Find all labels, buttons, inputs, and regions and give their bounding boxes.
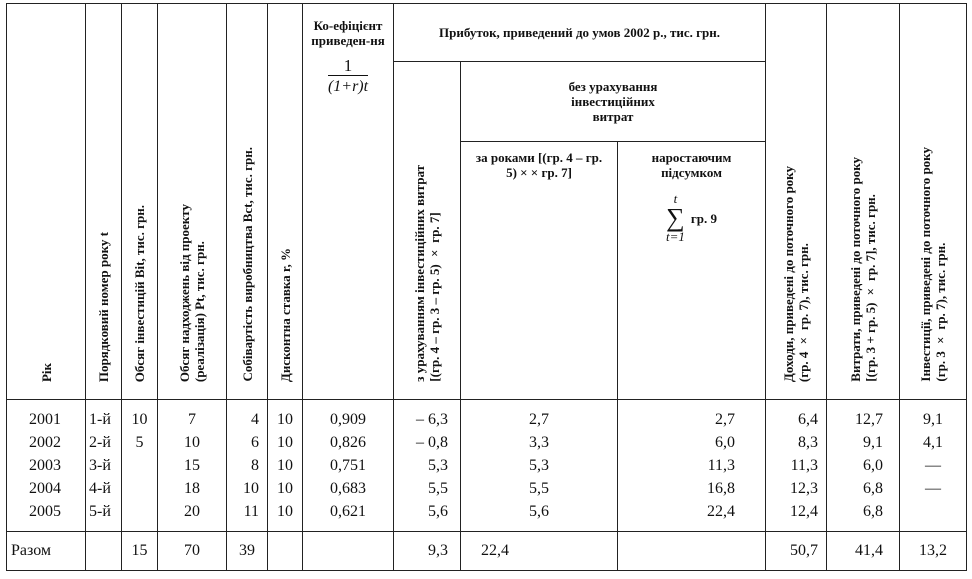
header-expenses: [827, 4, 900, 400]
header-expenses-line2: [(гр. 3 + гр. 5) × гр. 7], тис. грн.: [863, 194, 879, 382]
total-investment: 15: [122, 532, 158, 571]
investment-table-wrapper: [6, 3, 966, 575]
header-year-label: Рік: [38, 362, 54, 382]
cell-ordinal: 3-й: [89, 457, 111, 474]
cell-revenue: 20: [184, 503, 200, 520]
cell-investments-reduced: [900, 500, 966, 523]
total-cumulative: [618, 532, 766, 571]
header-ordinal-label: Порядковий номер року t: [96, 231, 111, 382]
cell-expenses: 6,8: [863, 480, 884, 497]
header-cumulative-label: наростаючим підсумком: [651, 150, 732, 180]
cell-revenue: 15: [184, 457, 200, 474]
cell-cumulative: 6,0: [715, 434, 736, 451]
cell-coefficient: 0,909: [330, 411, 366, 428]
cell-investment: 5: [135, 434, 144, 451]
col-coefficient: [303, 400, 394, 532]
sum-upper-limit: t: [673, 191, 678, 206]
cell-by-years: 5,5: [529, 480, 549, 497]
header-income-line1: Доходи, приведені до поточного року: [781, 165, 797, 382]
cell-discount: 10: [277, 503, 293, 520]
header-revenue: [158, 4, 227, 400]
col-discount: [268, 400, 303, 532]
cell-year: 2005: [29, 503, 61, 520]
formula-denominator: (1+r)t: [327, 78, 369, 95]
header-investment: [122, 4, 158, 400]
header-coefficient: [303, 4, 394, 400]
cell-by-years: 5,3: [529, 457, 549, 474]
cell-income: 12,4: [790, 503, 819, 520]
coefficient-formula: [328, 58, 368, 94]
col-by-years: [461, 400, 618, 532]
header-expenses-label: [848, 157, 878, 382]
cell-cumulative: 2,7: [715, 411, 736, 428]
header-cost: [227, 4, 268, 400]
total-coefficient: [303, 532, 394, 571]
total-discount: [268, 532, 303, 571]
total-expenses: 41,4: [827, 532, 900, 571]
header-discount: [268, 4, 303, 400]
cell-cost: 10: [243, 480, 259, 497]
cell-ordinal: 4-й: [89, 480, 111, 497]
cell-by-years: 2,7: [529, 411, 549, 428]
header-revenue-line1: Обсяг надходжень від проекту: [177, 203, 192, 382]
header-coefficient-label: Ко-ефіцієнт приведен-ня: [311, 18, 385, 48]
cell-with-invest: 5,3: [428, 457, 448, 474]
cell-cumulative: 11,3: [707, 457, 736, 474]
cell-ordinal: 2-й: [89, 434, 111, 451]
cell-investment: [122, 454, 157, 477]
col-year: [7, 400, 86, 532]
total-investments-reduced: 13,2: [900, 532, 967, 571]
cell-cost: 8: [251, 457, 259, 474]
col-expenses: [827, 400, 900, 532]
cell-cumulative: 16,8: [707, 480, 736, 497]
cell-cost: 11: [243, 503, 259, 520]
total-revenue: 70: [158, 532, 227, 571]
col-investments-reduced: [900, 400, 967, 532]
cell-cumulative: 22,4: [707, 503, 736, 520]
cell-expenses: 6,0: [863, 457, 884, 474]
header-cost-label: Собівартість виробництва Bct, тис. грн.: [239, 147, 255, 382]
cell-coefficient: 0,683: [330, 480, 366, 497]
cell-coefficient: 0,826: [330, 434, 366, 451]
col-with-invest: [394, 400, 461, 532]
header-by-years: за роками [(гр. 4 – гр. 5) × × гр. 7]: [461, 142, 618, 400]
total-label: Разом: [7, 532, 86, 571]
col-cumulative: [618, 400, 766, 532]
col-cost: [227, 400, 268, 532]
header-revenue-label: [177, 204, 207, 382]
total-income: 50,7: [766, 532, 827, 571]
header-income: [766, 4, 827, 400]
col-revenue: [158, 400, 227, 532]
total-cost: 39: [227, 532, 268, 571]
cell-with-invest: 5,5: [428, 480, 448, 497]
total-with-invest: 9,3: [394, 532, 461, 571]
cell-year: 2001: [29, 411, 61, 428]
cell-with-invest: 5,6: [428, 503, 448, 520]
header-income-line2: (гр. 4 × гр. 7), тис. грн.: [796, 243, 812, 382]
header-investment-label: Обсяг інвестицій Bit, тис. грн.: [132, 204, 147, 382]
header-with-invest-line2: [(гр. 4 – гр. 3 – гр. 5) × гр. 7]: [427, 212, 442, 382]
cell-income: 6,4: [798, 411, 819, 428]
cell-discount: 10: [277, 480, 293, 497]
header-investments-reduced: [900, 4, 967, 400]
col-investment: [122, 400, 158, 532]
cell-with-invest: – 0,8: [416, 434, 448, 451]
col-income: [766, 400, 827, 532]
header-invest-line1: Інвестиції, приведені до поточного року: [918, 147, 934, 382]
cell-revenue: 7: [188, 411, 196, 428]
cell-with-invest: – 6,3: [416, 411, 448, 428]
cell-cost: 6: [251, 434, 259, 451]
header-with-invest-label: [412, 165, 442, 382]
header-profit-group: Прибуток, приведений до умов 2002 р., тис. грн.: [394, 4, 766, 62]
cell-discount: 10: [277, 434, 293, 451]
total-by-years: 22,4: [461, 532, 618, 571]
sum-lower-limit: t=1: [665, 229, 685, 244]
header-without-invest: без урахування інвестиційних витрат: [461, 62, 766, 142]
cell-coefficient: 0,621: [330, 503, 366, 520]
cell-by-years: 5,6: [529, 503, 549, 520]
cell-investment: [122, 500, 157, 523]
cell-investments-reduced: —: [925, 480, 942, 497]
cell-year: 2002: [29, 434, 61, 451]
cell-ordinal: 1-й: [89, 411, 111, 428]
header-discount-label: Дисконтна ставка r, %: [277, 247, 293, 382]
sum-expression: гр. 9: [690, 210, 718, 226]
sum-symbol: ∑: [666, 203, 685, 232]
cell-investments-reduced: —: [925, 457, 942, 474]
cell-income: 8,3: [798, 434, 819, 451]
cell-investments-reduced: 9,1: [923, 411, 944, 428]
header-invest-line2: (гр. 3 × гр. 7), тис. грн.: [933, 243, 949, 382]
header-year: [7, 4, 86, 400]
cell-revenue: 18: [184, 480, 200, 497]
header-income-label: [781, 166, 811, 382]
cell-by-years: 3,3: [529, 434, 549, 451]
header-revenue-line2: (реалізація) Pt, тис. грн.: [192, 240, 207, 382]
cell-expenses: 9,1: [863, 434, 884, 451]
header-with-invest-line1: з урахуванням інвестиційних витрат: [412, 165, 427, 382]
col-ordinal: [86, 400, 122, 532]
cell-income: 12,3: [790, 480, 819, 497]
cell-coefficient: 0,751: [330, 457, 366, 474]
cell-ordinal: 5-й: [89, 503, 111, 520]
total-ordinal: [86, 532, 122, 571]
cell-revenue: 10: [184, 434, 200, 451]
formula-numerator: 1: [328, 58, 368, 76]
sum-formula: [666, 192, 717, 244]
cell-income: 11,3: [790, 457, 819, 474]
header-cumulative: [618, 142, 766, 400]
totals-row: [7, 532, 967, 571]
sigma-icon: [666, 192, 685, 244]
cell-investment: 10: [131, 411, 148, 428]
cell-discount: 10: [277, 457, 293, 474]
header-ordinal: [86, 4, 122, 400]
cell-year: 2003: [29, 457, 61, 474]
header-with-invest: [394, 62, 461, 400]
cell-expenses: 12,7: [855, 411, 884, 428]
cell-discount: 10: [277, 411, 293, 428]
header-investments-reduced-label: [918, 147, 948, 382]
cell-cost: 4: [251, 411, 259, 428]
cell-investments-reduced: 4,1: [923, 434, 944, 451]
cell-year: 2004: [29, 480, 61, 497]
cell-investment: [122, 477, 157, 500]
header-expenses-line1: Витрати, приведені до поточного року: [848, 157, 864, 382]
investment-table: [6, 3, 967, 571]
cell-expenses: 6,8: [863, 503, 884, 520]
